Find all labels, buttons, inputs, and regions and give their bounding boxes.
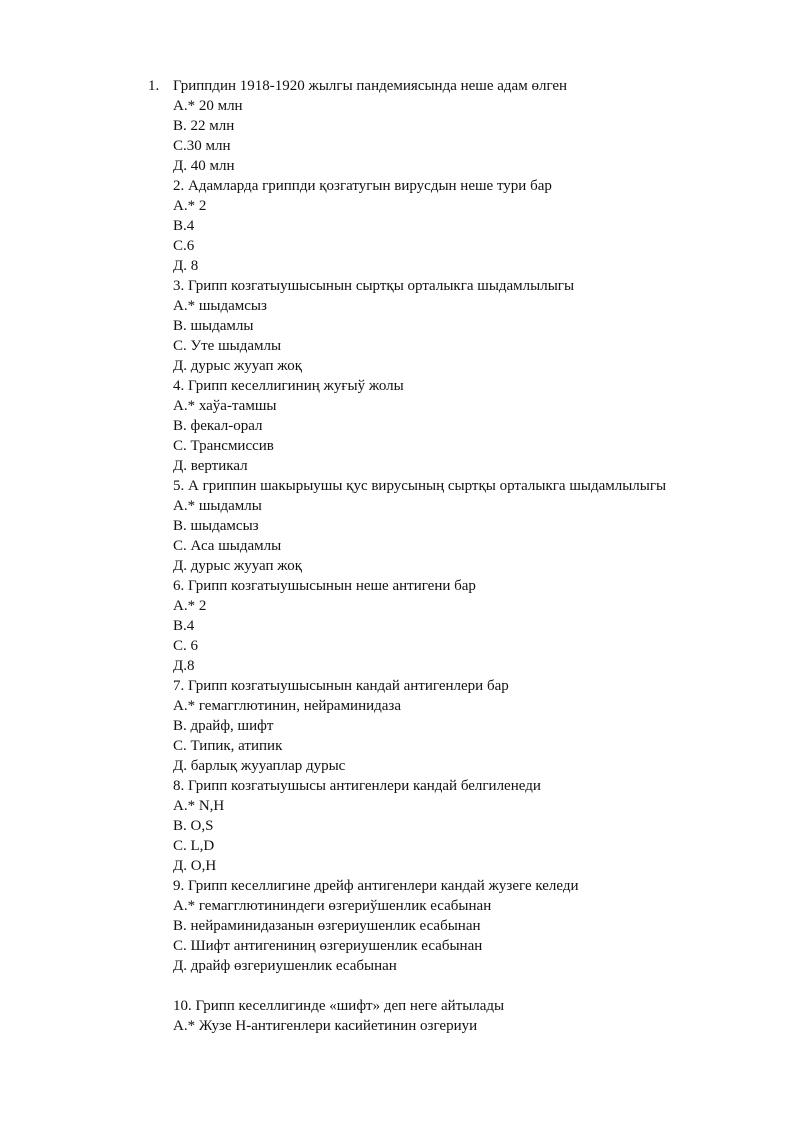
answer-option: Д. 40 млн (173, 158, 235, 174)
question-text: 3. Грипп козгатыушысынын сыртқы орталыкга шыдамлылыгы (173, 278, 575, 294)
answer-option: С. Аса шыдамлы (173, 538, 282, 554)
answer-option: В.4 (173, 618, 195, 634)
answer-option: С.30 млн (173, 138, 231, 154)
question-text: Гриппдин 1918-1920 жылгы пандемиясында неше адам өлген (173, 78, 568, 94)
answer-option: В. шыдамсыз (173, 518, 259, 534)
answer-option: Д. O,H (173, 858, 217, 874)
answer-option: Д. драйф өзгериушенлик есабынан (173, 958, 397, 974)
answer-option: А.* N,H (173, 798, 225, 814)
answer-option: А.* 2 (173, 598, 207, 614)
answer-option: А.* шыдамсыз (173, 298, 267, 314)
answer-option: А.* шыдамлы (173, 498, 262, 514)
answer-option: В. драйф, шифт (173, 718, 274, 734)
question-text: 6. Грипп козгатыушысынын неше антигени бар (173, 578, 476, 594)
answer-option: В.4 (173, 218, 195, 234)
answer-option: С. L,D (173, 838, 215, 854)
answer-option: В. шыдамлы (173, 318, 254, 334)
answer-option: А.* Жузе Н-антигенлери касийетинин озгериуи (173, 1018, 478, 1034)
answer-option: В. фекал-орал (173, 418, 263, 434)
question-text: 4. Грипп кеселлигиниң жуғыў жолы (173, 378, 404, 394)
answer-option: С. 6 (173, 638, 199, 654)
question-text: 7. Грипп козгатыушысынын кандай антигенлери бар (173, 678, 509, 694)
question-text: 8. Грипп козгатыушысы антигенлери кандай белгиленеди (173, 778, 541, 794)
question-text: 9. Грипп кеселлигине дрейф антигенлери кандай жузеге келеди (173, 878, 579, 894)
answer-option: В. O,S (173, 818, 214, 834)
answer-option: Д.8 (173, 658, 195, 674)
list-number: 1. (148, 78, 160, 94)
question-text: 5. А гриппин шакырыушы қус вирусының сыртқы орталыкга шыдамлылыгы (173, 478, 667, 494)
answer-option: В. 22 млн (173, 118, 235, 134)
answer-option: А.* гемагглютинин, нейраминидаза (173, 698, 402, 714)
answer-option: Д. 8 (173, 258, 199, 274)
answer-option: А.* 2 (173, 198, 207, 214)
answer-option: С. Уте шыдамлы (173, 338, 282, 354)
answer-option: А.* 20 млн (173, 98, 243, 114)
answer-option: Д. дурыс жууап жоқ (173, 358, 303, 374)
answer-option: А.* хаўа-тамшы (173, 398, 277, 414)
answer-option: В. нейраминидазанын өзгериушенлик есабынан (173, 918, 481, 934)
answer-option: С. Типик, атипик (173, 738, 283, 754)
answer-option: С.6 (173, 238, 195, 254)
question-text: 10. Грипп кеселлигинде «шифт» деп неге айтылады (173, 998, 505, 1014)
answer-option: Д. барлық жууаплар дурыс (173, 758, 346, 774)
answer-option: Д. дурыс жууап жоқ (173, 558, 303, 574)
answer-option: Д. вертикал (173, 458, 248, 474)
answer-option: С. Трансмиссив (173, 438, 274, 454)
question-text: 2. Адамларда гриппди қозгатугын вирусдын неше тури бар (173, 178, 552, 194)
answer-option: А.* гемагглютининдеги өзгериўшенлик есабынан (173, 898, 492, 914)
answer-option: С. Шифт антигениниң өзгериушенлик есабынан (173, 938, 483, 954)
